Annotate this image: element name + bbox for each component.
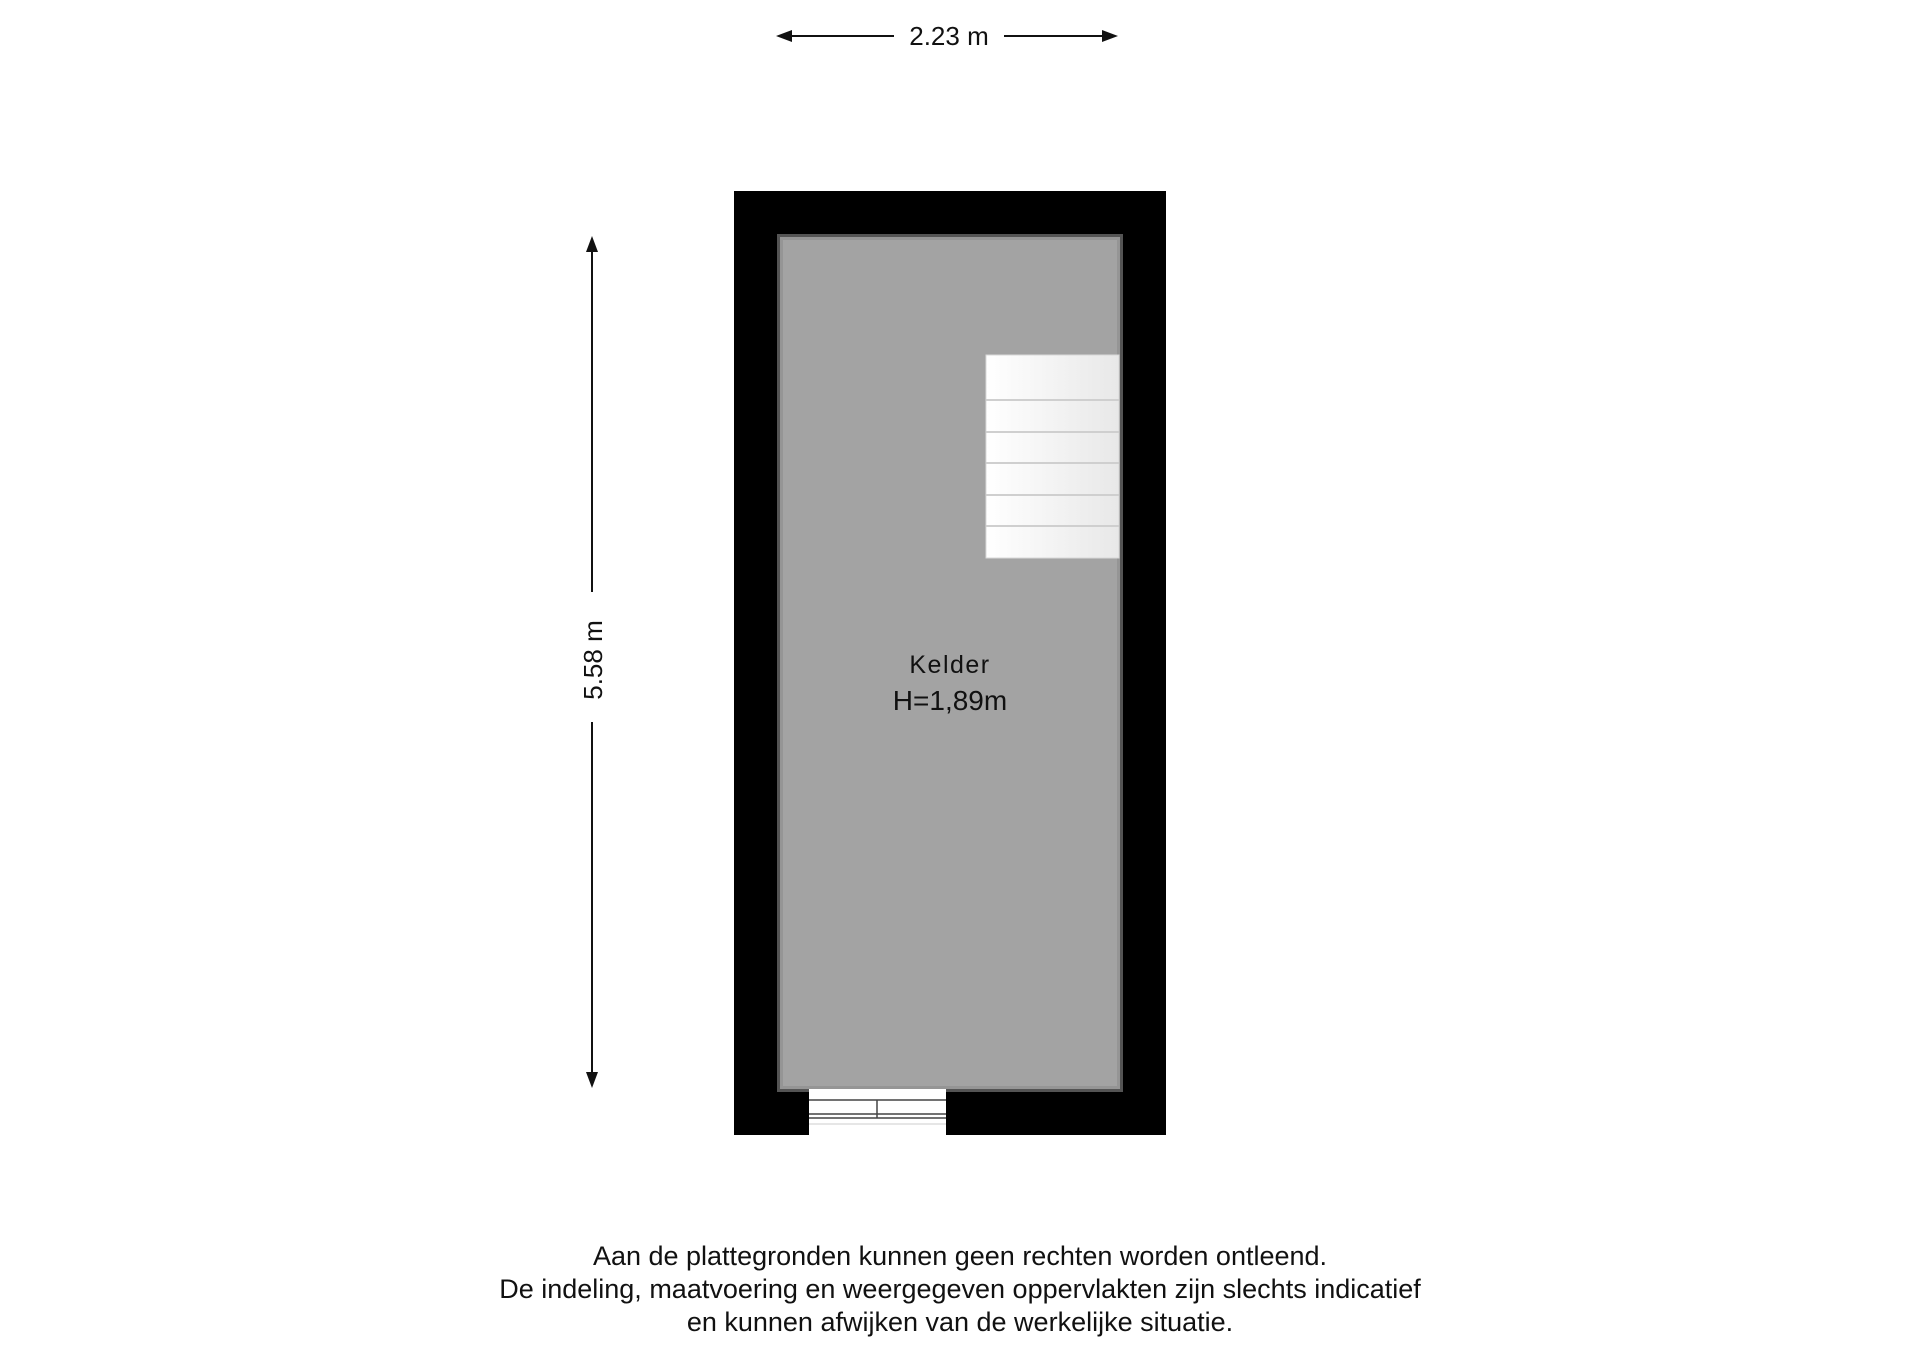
arrow-down-icon xyxy=(586,1072,598,1088)
width-dimension xyxy=(776,21,1118,51)
width-dimension-label: 2.23 m xyxy=(909,21,989,51)
disclaimer-line-2: De indeling, maatvoering en weergegeven oppervlakten zijn slechts indicatief xyxy=(499,1274,1421,1304)
disclaimer xyxy=(0,1240,1920,1339)
length-dimension-label: 5.58 m xyxy=(578,620,608,700)
room-name: Kelder xyxy=(909,651,991,679)
arrow-left-icon xyxy=(776,30,792,42)
disclaimer-line-1: Aan de plattegronden kunnen geen rechten worden ontleend. xyxy=(592,1241,1328,1271)
stair-block xyxy=(986,355,1119,558)
disclaimer-line-3: en kunnen afwijken van de werkelijke situatie. xyxy=(686,1307,1234,1337)
staircase xyxy=(986,355,1119,558)
arrow-right-icon xyxy=(1102,30,1118,42)
length-dimension xyxy=(578,236,608,1088)
arrow-up-icon xyxy=(586,236,598,252)
room-height: H=1,89m xyxy=(892,685,1008,716)
window xyxy=(809,1089,946,1135)
